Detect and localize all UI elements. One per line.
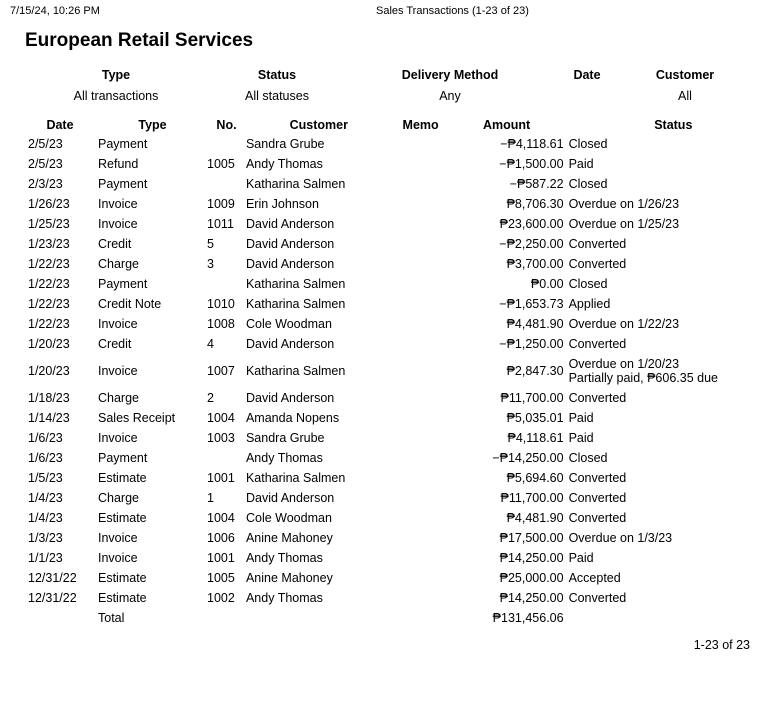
cell-status	[564, 448, 778, 468]
cell-customer: Andy Thomas	[245, 451, 323, 465]
table-row	[22, 488, 778, 508]
cell-type: Estimate	[98, 511, 147, 525]
cell-memo	[392, 448, 450, 468]
cell-number: 1005	[207, 571, 235, 585]
cell-customer: Katharina Salmen	[245, 177, 346, 191]
filter-label: Delivery Method	[401, 68, 499, 82]
cell-memo	[392, 548, 450, 568]
table-row	[22, 234, 778, 254]
cell-amount: ₱23,600.00	[499, 217, 564, 231]
cell-status	[564, 234, 778, 254]
cell-customer: Anine Mahoney	[245, 571, 333, 585]
cell-memo	[392, 508, 450, 528]
cell-status	[564, 294, 778, 314]
cell-type: Invoice	[98, 431, 138, 445]
filter-label: Type	[101, 68, 131, 82]
cell-type: Credit Note	[98, 297, 162, 311]
cell-number: 1001	[207, 471, 235, 485]
cell-customer: Katharina Salmen	[245, 277, 346, 291]
cell-status	[564, 508, 778, 528]
cell-date: 1/4/23	[28, 511, 63, 525]
cell-memo	[392, 294, 450, 314]
cell-date: 1/14/23	[28, 411, 70, 425]
cell-number	[207, 174, 246, 194]
cell-type: Charge	[98, 391, 139, 405]
cell-type: Refund	[98, 157, 139, 171]
table-row	[22, 134, 778, 154]
table-row	[22, 254, 778, 274]
cell-amount: −₱1,653.73	[499, 297, 564, 311]
status-text: Converted	[568, 391, 627, 405]
cell-number	[207, 274, 246, 294]
cell-number: 1002	[207, 591, 235, 605]
cell-number: 1008	[207, 317, 235, 331]
cell-customer: Katharina Salmen	[245, 364, 346, 378]
cell-amount: ₱25,000.00	[499, 571, 564, 585]
filter-label: Date	[573, 68, 601, 82]
table-row	[22, 588, 778, 608]
status-text: Overdue on 1/25/23	[568, 217, 680, 231]
cell-amount: ₱4,481.90	[506, 317, 564, 331]
cell-memo	[392, 334, 450, 354]
cell-amount: ₱5,694.60	[506, 471, 564, 485]
table-row	[22, 528, 778, 548]
cell-number: 1006	[207, 531, 235, 545]
status-text: Converted	[568, 491, 627, 505]
total-row	[22, 608, 778, 628]
cell-number: 1003	[207, 431, 235, 445]
transactions-body	[22, 134, 778, 608]
company-name: European Retail Services	[25, 30, 254, 51]
cell-customer: Cole Woodman	[245, 317, 332, 331]
table-row	[22, 388, 778, 408]
table-row	[22, 448, 778, 468]
cell-type: Invoice	[98, 364, 138, 378]
cell-date: 1/22/23	[28, 297, 70, 311]
cell-memo	[392, 154, 450, 174]
table-row	[22, 354, 778, 388]
cell-number: 1007	[207, 364, 235, 378]
cell-date: 1/1/23	[28, 551, 63, 565]
cell-customer: Andy Thomas	[245, 591, 323, 605]
cell-memo	[392, 134, 450, 154]
cell-customer: David Anderson	[245, 217, 335, 231]
cell-date: 12/31/22	[28, 571, 77, 585]
cell-number: 3	[207, 257, 214, 271]
status-text: Accepted	[568, 571, 621, 585]
cell-date: 12/31/22	[28, 591, 77, 605]
cell-type: Payment	[98, 137, 148, 151]
filter-value: All statuses	[245, 89, 309, 103]
cell-amount: −₱587.22	[509, 177, 564, 191]
cell-amount: ₱3,700.00	[506, 257, 564, 271]
status-text: Converted	[568, 471, 627, 485]
cell-date: 1/22/23	[28, 317, 70, 331]
status-text: Overdue on 1/26/23	[568, 197, 680, 211]
total-label: Total	[98, 611, 125, 625]
cell-memo	[392, 214, 450, 234]
filter-label: Status	[257, 68, 297, 82]
table-row	[22, 214, 778, 234]
cell-date: 1/22/23	[28, 277, 70, 291]
table-row	[22, 508, 778, 528]
cell-amount: ₱5,035.01	[506, 411, 564, 425]
cell-number: 1010	[207, 297, 235, 311]
status-text: Paid	[568, 157, 594, 171]
cell-type: Credit	[98, 237, 132, 251]
cell-amount: ₱14,250.00	[499, 591, 564, 605]
cell-number: 2	[207, 391, 214, 405]
status-text: Closed	[568, 177, 608, 191]
status-text: Applied	[568, 297, 611, 311]
cell-date: 1/4/23	[28, 491, 63, 505]
cell-status	[564, 314, 778, 334]
table-row	[22, 154, 778, 174]
filter-label: Customer	[655, 68, 715, 82]
status-text: Overdue on 1/20/23	[568, 357, 680, 371]
status-text: Converted	[568, 591, 627, 605]
cell-date: 1/5/23	[28, 471, 63, 485]
cell-number: 1	[207, 491, 214, 505]
cell-memo	[392, 568, 450, 588]
cell-type: Invoice	[98, 317, 138, 331]
cell-memo	[392, 388, 450, 408]
cell-amount: −₱4,118.61	[500, 137, 564, 151]
table-row	[22, 468, 778, 488]
status-text: Paid	[568, 431, 594, 445]
cell-status	[564, 254, 778, 274]
cell-amount: ₱4,481.90	[506, 511, 564, 525]
status-text: Closed	[568, 137, 608, 151]
cell-memo	[392, 528, 450, 548]
cell-date: 1/22/23	[28, 257, 70, 271]
cell-memo	[392, 314, 450, 334]
cell-status	[564, 488, 778, 508]
cell-customer: Cole Woodman	[245, 511, 332, 525]
cell-amount: ₱0.00	[530, 277, 564, 291]
cell-amount: ₱17,500.00	[499, 531, 564, 545]
cell-amount: ₱8,706.30	[506, 197, 564, 211]
cell-customer: Katharina Salmen	[245, 297, 346, 311]
column-header-memo: Memo	[402, 118, 439, 132]
cell-number: 1004	[207, 411, 235, 425]
cell-amount: −₱1,500.00	[499, 157, 564, 171]
cell-memo	[392, 274, 450, 294]
cell-date: 1/6/23	[28, 451, 63, 465]
column-header-type: Type	[138, 118, 167, 132]
cell-type: Charge	[98, 257, 139, 271]
filter-customer	[645, 68, 725, 103]
cell-number: 1004	[207, 511, 235, 525]
cell-status	[564, 548, 778, 568]
cell-date: 2/3/23	[28, 177, 63, 191]
cell-number: 1005	[207, 157, 235, 171]
cell-memo	[392, 488, 450, 508]
cell-date: 1/6/23	[28, 431, 63, 445]
status-text: Overdue on 1/22/23	[568, 317, 680, 331]
cell-status	[564, 194, 778, 214]
cell-date: 2/5/23	[28, 137, 63, 151]
cell-status	[564, 388, 778, 408]
cell-number: 5	[207, 237, 214, 251]
cell-date: 1/26/23	[28, 197, 70, 211]
table-row	[22, 274, 778, 294]
cell-number: 1011	[207, 217, 234, 231]
cell-type: Charge	[98, 491, 139, 505]
cell-memo	[392, 468, 450, 488]
status-text: Converted	[568, 237, 627, 251]
cell-status	[564, 274, 778, 294]
table-row	[22, 294, 778, 314]
column-header-customer: Customer	[289, 118, 348, 132]
cell-memo	[392, 428, 450, 448]
cell-customer: Andy Thomas	[245, 551, 323, 565]
filter-delivery-method	[390, 68, 510, 103]
cell-status	[564, 174, 778, 194]
status-text: Overdue on 1/3/23	[568, 531, 673, 545]
cell-status	[564, 408, 778, 428]
cell-customer: David Anderson	[245, 391, 335, 405]
cell-amount: −₱2,250.00	[499, 237, 564, 251]
cell-status	[564, 134, 778, 154]
cell-date: 1/20/23	[28, 337, 70, 351]
cell-type: Estimate	[98, 571, 147, 585]
filter-value: All transactions	[73, 89, 159, 103]
cell-amount: −₱1,250.00	[499, 337, 564, 351]
cell-memo	[392, 174, 450, 194]
cell-date: 1/20/23	[28, 364, 70, 378]
table-row	[22, 314, 778, 334]
cell-date: 1/3/23	[28, 531, 63, 545]
table-row	[22, 194, 778, 214]
total-amount: ₱131,456.06	[492, 611, 564, 625]
cell-amount: ₱2,847.30	[506, 364, 564, 378]
cell-amount: ₱14,250.00	[499, 551, 564, 565]
cell-number	[207, 448, 246, 468]
total-cell-empty	[22, 608, 98, 628]
table-header-row	[22, 116, 778, 134]
cell-type: Credit	[98, 337, 132, 351]
cell-customer: Andy Thomas	[245, 157, 323, 171]
cell-status	[564, 428, 778, 448]
column-header-amount: Amount	[482, 118, 531, 132]
pagination-info: 1-23 of 23	[693, 638, 750, 652]
cell-customer: Katharina Salmen	[245, 471, 346, 485]
cell-memo	[392, 254, 450, 274]
cell-memo	[392, 194, 450, 214]
filter-value: All	[678, 89, 692, 103]
status-text: Paid	[568, 411, 594, 425]
cell-customer: Sandra Grube	[245, 431, 325, 445]
cell-type: Payment	[98, 451, 148, 465]
cell-type: Estimate	[98, 471, 147, 485]
cell-memo	[392, 588, 450, 608]
table-row	[22, 408, 778, 428]
cell-date: 1/25/23	[28, 217, 70, 231]
cell-number	[207, 134, 246, 154]
cell-number: 4	[207, 337, 214, 351]
status-text: Converted	[568, 257, 627, 271]
cell-status	[564, 468, 778, 488]
cell-type: Payment	[98, 177, 148, 191]
cell-status	[564, 568, 778, 588]
cell-customer: David Anderson	[245, 237, 335, 251]
column-header-date: Date	[46, 118, 74, 132]
cell-memo	[392, 354, 450, 388]
cell-status	[564, 354, 778, 388]
filter-value: Any	[439, 89, 461, 103]
cell-customer: Amanda Nopens	[245, 411, 340, 425]
filter-date	[557, 68, 617, 89]
cell-type: Sales Receipt	[98, 411, 176, 425]
cell-customer: Sandra Grube	[245, 137, 325, 151]
cell-type: Payment	[98, 277, 148, 291]
cell-amount: −₱14,250.00	[492, 451, 564, 465]
status-text: Converted	[568, 337, 627, 351]
print-timestamp: 7/15/24, 10:26 PM	[10, 5, 100, 17]
cell-status	[564, 588, 778, 608]
cell-memo	[392, 408, 450, 428]
cell-status	[564, 154, 778, 174]
filter-status	[227, 68, 327, 103]
column-header-no: No.	[216, 118, 237, 132]
table-row	[22, 428, 778, 448]
report-title: Sales Transactions (1-23 of 23)	[376, 5, 529, 17]
status-text: Converted	[568, 511, 627, 525]
cell-amount: ₱11,700.00	[500, 391, 564, 405]
table-row	[22, 548, 778, 568]
cell-customer: David Anderson	[245, 337, 335, 351]
transactions-table	[22, 116, 778, 628]
column-header-status: Status	[654, 118, 693, 132]
cell-type: Estimate	[98, 591, 147, 605]
table-row	[22, 568, 778, 588]
cell-number: 1001	[207, 551, 235, 565]
filter-type	[66, 68, 166, 103]
status-detail-text: Partially paid, ₱606.35 due	[568, 371, 718, 385]
cell-type: Invoice	[98, 551, 138, 565]
table-row	[22, 174, 778, 194]
cell-type: Invoice	[98, 531, 138, 545]
status-text: Closed	[568, 451, 608, 465]
cell-type: Invoice	[98, 197, 138, 211]
cell-customer: Anine Mahoney	[245, 531, 333, 545]
cell-customer: David Anderson	[245, 491, 335, 505]
status-text: Closed	[568, 277, 608, 291]
cell-status	[564, 528, 778, 548]
cell-status	[564, 214, 778, 234]
cell-amount: ₱11,700.00	[500, 491, 564, 505]
cell-type: Invoice	[98, 217, 138, 231]
cell-memo	[392, 234, 450, 254]
cell-customer: Erin Johnson	[245, 197, 319, 211]
cell-number: 1009	[207, 197, 235, 211]
cell-date: 2/5/23	[28, 157, 63, 171]
table-row	[22, 334, 778, 354]
cell-amount: ₱4,118.61	[507, 431, 564, 445]
cell-status	[564, 334, 778, 354]
cell-date: 1/23/23	[28, 237, 70, 251]
status-text: Paid	[568, 551, 594, 565]
cell-customer: David Anderson	[245, 257, 335, 271]
cell-date: 1/18/23	[28, 391, 70, 405]
